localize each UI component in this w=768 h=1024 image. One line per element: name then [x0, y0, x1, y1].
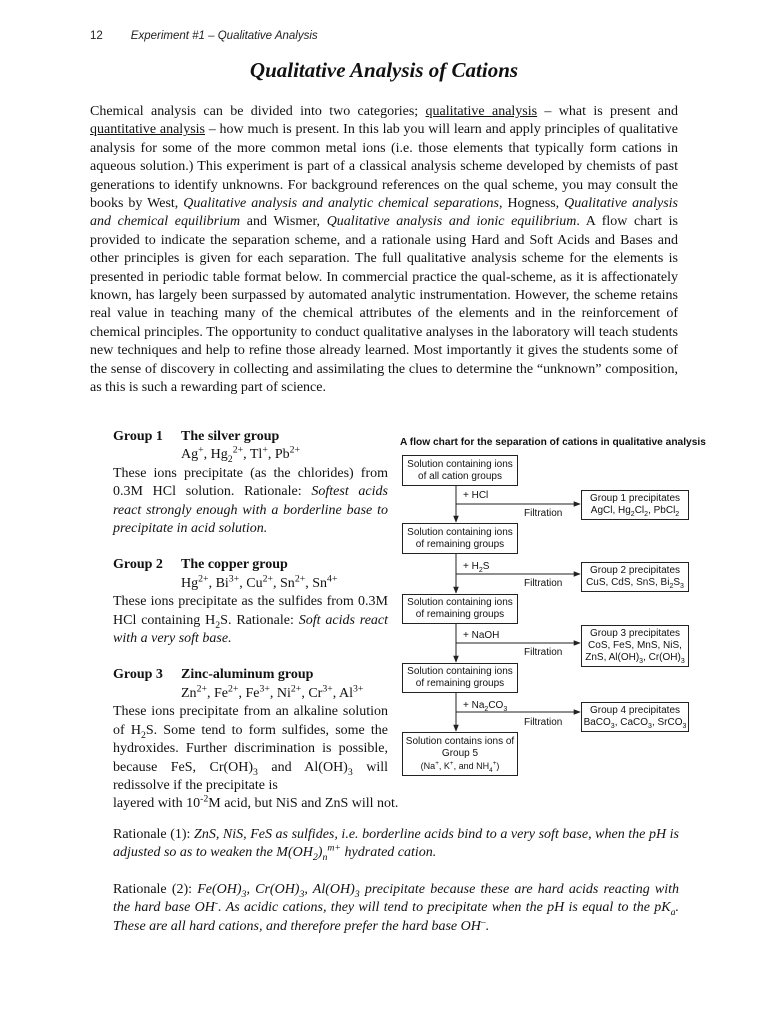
group-3-ions: $Zn^{2+}$, $Fe^{2+}$, $Fe^{3+}$, $Ni^{2+}$, $Cr^{3+}$, $Al^{3+}$: [181, 683, 364, 701]
filtration-label-3: Filtration: [524, 647, 563, 658]
group-1-text: These ions precipitate (as the chlorides) from 0.3M HCl solution. Rationale: Softest acids react strongly enough with a borderline base to precipitate in acid solution.: [113, 465, 388, 537]
flow-box-remaining-3: Solution containing ions of remaining groups: [402, 663, 518, 693]
flow-box-remaining-2: Solution containing ions of remaining groups: [402, 594, 518, 624]
group-3-text-end: layered with $10^{-2}M$ acid, but NiS and ZnS will not.: [113, 793, 399, 812]
rationale-2: Rationale (2): $Fe(OH)_3$, $Cr(OH)_3$, $Al(OH)_3$ precipitate because these are hard acids reacting with the hard base OH-. As acidic cations, they will tend to precipitate when the pH is equal to the $pK_a$. These are all hard cations, and therefore prefer the hard base OH–.: [113, 882, 679, 934]
reagent-h2s: + $H_2S$: [463, 561, 490, 574]
group-2-text: These ions precipitate as the sulfides from 0.3M HCl containing $H_2S$. Rationale: Soft acids react with a very soft base.: [113, 594, 389, 647]
flow-box-start: Solution containing ions of all cation groups: [402, 455, 518, 486]
intro-paragraph: Chemical analysis can be divided into two categories; qualitative analysis – what is present and quantitative analysis – how much is present. In this lab you will learn and apply principles of qualitative analysis for some of the more common metal ions (i.e. those elements that typically form cations in aqueous solution.) This experiment is part of a classical analysis scheme developed by chemists of past generations to identify unknowns. For background references on the qual scheme, you may consult the books by West, Qualitative analysis and analytic chemical separations, Hogness, Qualitative analysis and chemical equilibrium and Wismer, Qualitative analysis and ionic equilibrium. A flow chart is provided to indicate the separation scheme, and a rationale using Hard and Soft Acids and Bases and other principles is given for each separation. The full qualitative analysis scheme for the elements is presented in periodic table format below. In commercial practice the qual-scheme, as it is affectionately known, has largely been surpassed by automated analytic instrumentation. However, the scheme retains real value in teaching many of the chemical attributes of the elements and in the reinforcement of chemical principles. The opportunity to conduct qualitative analyses in the laboratory will teach students new techniques and help to refine those already learned. Most importantly it gives the students some of the sense of discovery in collecting and assimilating the clues to determine the “unknown” composition, as this is such a rewarding part of science.: [90, 104, 678, 396]
reagent-na2co3: + $Na_2CO_3$: [463, 700, 508, 713]
rationale-1: Rationale (1): ZnS, NiS, FeS as sulfides, i.e. borderline acids bind to a very soft base, when the pH is adjusted so as to weaken the $M(OH_2)_n^{m+}$ hydrated cation.: [113, 827, 679, 864]
group-1-ions: Ag+, $Hg_2^{2+}$, Tl+, $Pb^{2+}$: [181, 444, 301, 466]
term-qualitative: qualitative analysis: [425, 104, 538, 119]
filtration-label-4: Filtration: [524, 717, 563, 728]
filtration-label-2: Filtration: [524, 578, 563, 589]
precipitate-box-4: Group 4 precipitates BaCO$_3$, CaCO$_3$, SrCO$_3$: [581, 702, 689, 732]
group-1-heading: Group 1 The silver group: [113, 429, 280, 444]
flow-box-remaining-1: Solution containing ions of remaining groups: [402, 523, 518, 554]
term-quantitative: quantitative analysis: [90, 122, 205, 138]
running-title: Experiment #1 – Qualitative Analysis: [130, 30, 318, 42]
precipitate-box-2: Group 2 precipitates CuS, CdS, SnS, $Bi_2S_3$: [581, 562, 689, 592]
filtration-label-1: Filtration: [524, 508, 563, 519]
group-2-ions: $Hg^{2+}$, $Bi^{3+}$, $Cu^{2+}$, $Sn^{2+}$, $Sn^{4+}$: [181, 573, 338, 591]
reagent-hcl: + HCl: [463, 490, 489, 501]
flow-box-group-5: Solution contains ions of Group 5 (Na+, K+, and $NH_4^+$): [402, 732, 518, 776]
precipitate-box-1: Group 1 precipitates AgCl, $Hg_2Cl_2$, PbCl$_2$: [581, 490, 689, 520]
reagent-naoh: + NaOH: [463, 630, 500, 641]
book-wismer: Qualitative analysis and ionic equilibrium: [326, 214, 577, 230]
book-west: Qualitative analysis and analytic chemical separations: [183, 196, 499, 212]
book-hogness: Qualitative analysis and chemical equilibrium: [90, 196, 678, 230]
page-title: Qualitative Analysis of Cations: [249, 58, 519, 82]
group-3-text: These ions precipitate from an alkaline solution of $H_2S$. Some tend to form sulfides, some the hydroxides. Further discrimination is possible, because FeS, $Cr(OH)_3$ and $Al(OH)_3$ will redissolve if the precipitate is: [113, 704, 388, 793]
group-3-heading: Group 3 Zinc-aluminum group: [113, 667, 314, 683]
flowchart-title: A flow chart for the separation of cations in qualitative analysis: [400, 437, 706, 448]
precipitate-box-3: Group 3 precipitates CoS, FeS, MnS, NiS, ZnS, $Al(OH)_3$, $Cr(OH)_3$: [581, 625, 689, 667]
page-number: 12: [90, 30, 103, 42]
group-2-heading: Group 2 The copper group: [113, 557, 288, 573]
